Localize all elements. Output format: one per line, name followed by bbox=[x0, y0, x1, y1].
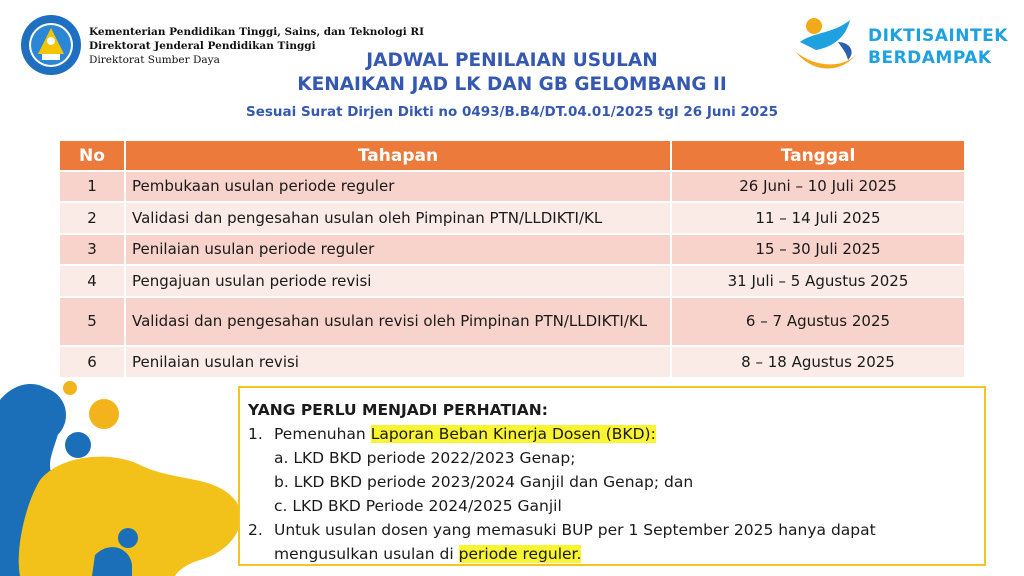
directorate-general-name: Direktorat Jenderal Pendidikan Tinggi bbox=[89, 40, 316, 52]
brand-line1: DIKTISAINTEK bbox=[868, 26, 1008, 46]
page-title-line2: KENAIKAN JAD LK DAN GB GELOMBANG II bbox=[297, 74, 727, 95]
notice-item-1-text bbox=[274, 422, 656, 446]
notice-item-1-lead: Pemenuhan bbox=[274, 425, 371, 443]
notice-heading: YANG PERLU MENJADI PERHATIAN: bbox=[248, 401, 548, 419]
notice-item-2-line1: Untuk usulan dosen yang memasuki BUP per 1 September 2025 hanya dapat bbox=[274, 521, 876, 539]
notice-item-2-highlight: periode reguler. bbox=[458, 545, 582, 563]
notice-item-2-number: 2. bbox=[248, 521, 263, 539]
row-number: 1 bbox=[59, 171, 125, 202]
directorate-name: Direktorat Sumber Daya bbox=[89, 54, 220, 66]
row-date: 31 Juli – 5 Agustus 2025 bbox=[671, 265, 965, 297]
row-date: 8 – 18 Agustus 2025 bbox=[671, 346, 965, 378]
table-row bbox=[59, 346, 965, 378]
row-number: 5 bbox=[59, 297, 125, 346]
notice-subitem-a: a. LKD BKD periode 2022/2023 Genap; bbox=[274, 449, 576, 467]
row-stage: Penilaian usulan periode reguler bbox=[125, 234, 671, 265]
table-row bbox=[59, 171, 965, 202]
page-title-line1: JADWAL PENILAIAN USULAN bbox=[366, 50, 658, 71]
diktisaintek-logo-icon bbox=[788, 12, 868, 82]
table-row bbox=[59, 202, 965, 234]
notice-box bbox=[238, 386, 986, 566]
row-stage: Validasi dan pengesahan usulan oleh Pimpinan PTN/LLDIKTI/KL bbox=[125, 202, 671, 234]
notice-subitem-c: c. LKD BKD Periode 2024/2025 Ganjil bbox=[274, 497, 562, 515]
notice-item-2-line2: mengusulkan usulan di bbox=[274, 545, 459, 563]
row-stage: Pembukaan usulan periode reguler bbox=[125, 171, 671, 202]
table-row bbox=[59, 265, 965, 297]
notice-item-1-highlight: Laporan Beban Kinerja Dosen (BKD): bbox=[370, 425, 656, 443]
row-date: 26 Juni – 10 Juli 2025 bbox=[671, 171, 965, 202]
table-row bbox=[59, 297, 965, 346]
notice-item-1-number: 1. bbox=[248, 425, 263, 443]
row-number: 2 bbox=[59, 202, 125, 234]
brand-text bbox=[868, 25, 1008, 69]
table-header-row bbox=[59, 140, 965, 171]
row-stage: Pengajuan usulan periode revisi bbox=[125, 265, 671, 297]
schedule-table bbox=[58, 139, 966, 379]
row-number: 4 bbox=[59, 265, 125, 297]
row-number: 6 bbox=[59, 346, 125, 378]
row-date: 6 – 7 Agustus 2025 bbox=[671, 297, 965, 346]
row-stage: Penilaian usulan revisi bbox=[125, 346, 671, 378]
table-row bbox=[59, 234, 965, 265]
row-date: 11 – 14 Juli 2025 bbox=[671, 202, 965, 234]
row-stage: Validasi dan pengesahan usulan revisi oleh Pimpinan PTN/LLDIKTI/KL bbox=[125, 297, 671, 346]
notice-item-2 bbox=[248, 518, 976, 566]
row-date: 15 – 30 Juli 2025 bbox=[671, 234, 965, 265]
row-number: 3 bbox=[59, 234, 125, 265]
page-subtitle: Sesuai Surat Dirjen Dikti no 0493/B.B4/DT.04.01/2025 tgl 26 Juni 2025 bbox=[246, 104, 778, 120]
column-header-no: No bbox=[59, 140, 125, 171]
column-header-stage: Tahapan bbox=[125, 140, 671, 171]
notice-item-1 bbox=[248, 422, 976, 446]
ministry-name: Kementerian Pendidikan Tinggi, Sains, dan Teknologi RI bbox=[89, 26, 425, 38]
column-header-date: Tanggal bbox=[671, 140, 965, 171]
notice-subitem-b: b. LKD BKD periode 2023/2024 Ganjil dan Genap; dan bbox=[274, 473, 694, 491]
decorative-splash bbox=[0, 370, 250, 576]
brand-line2: BERDAMPAK bbox=[868, 48, 992, 68]
notice-item-2-text bbox=[274, 518, 876, 566]
